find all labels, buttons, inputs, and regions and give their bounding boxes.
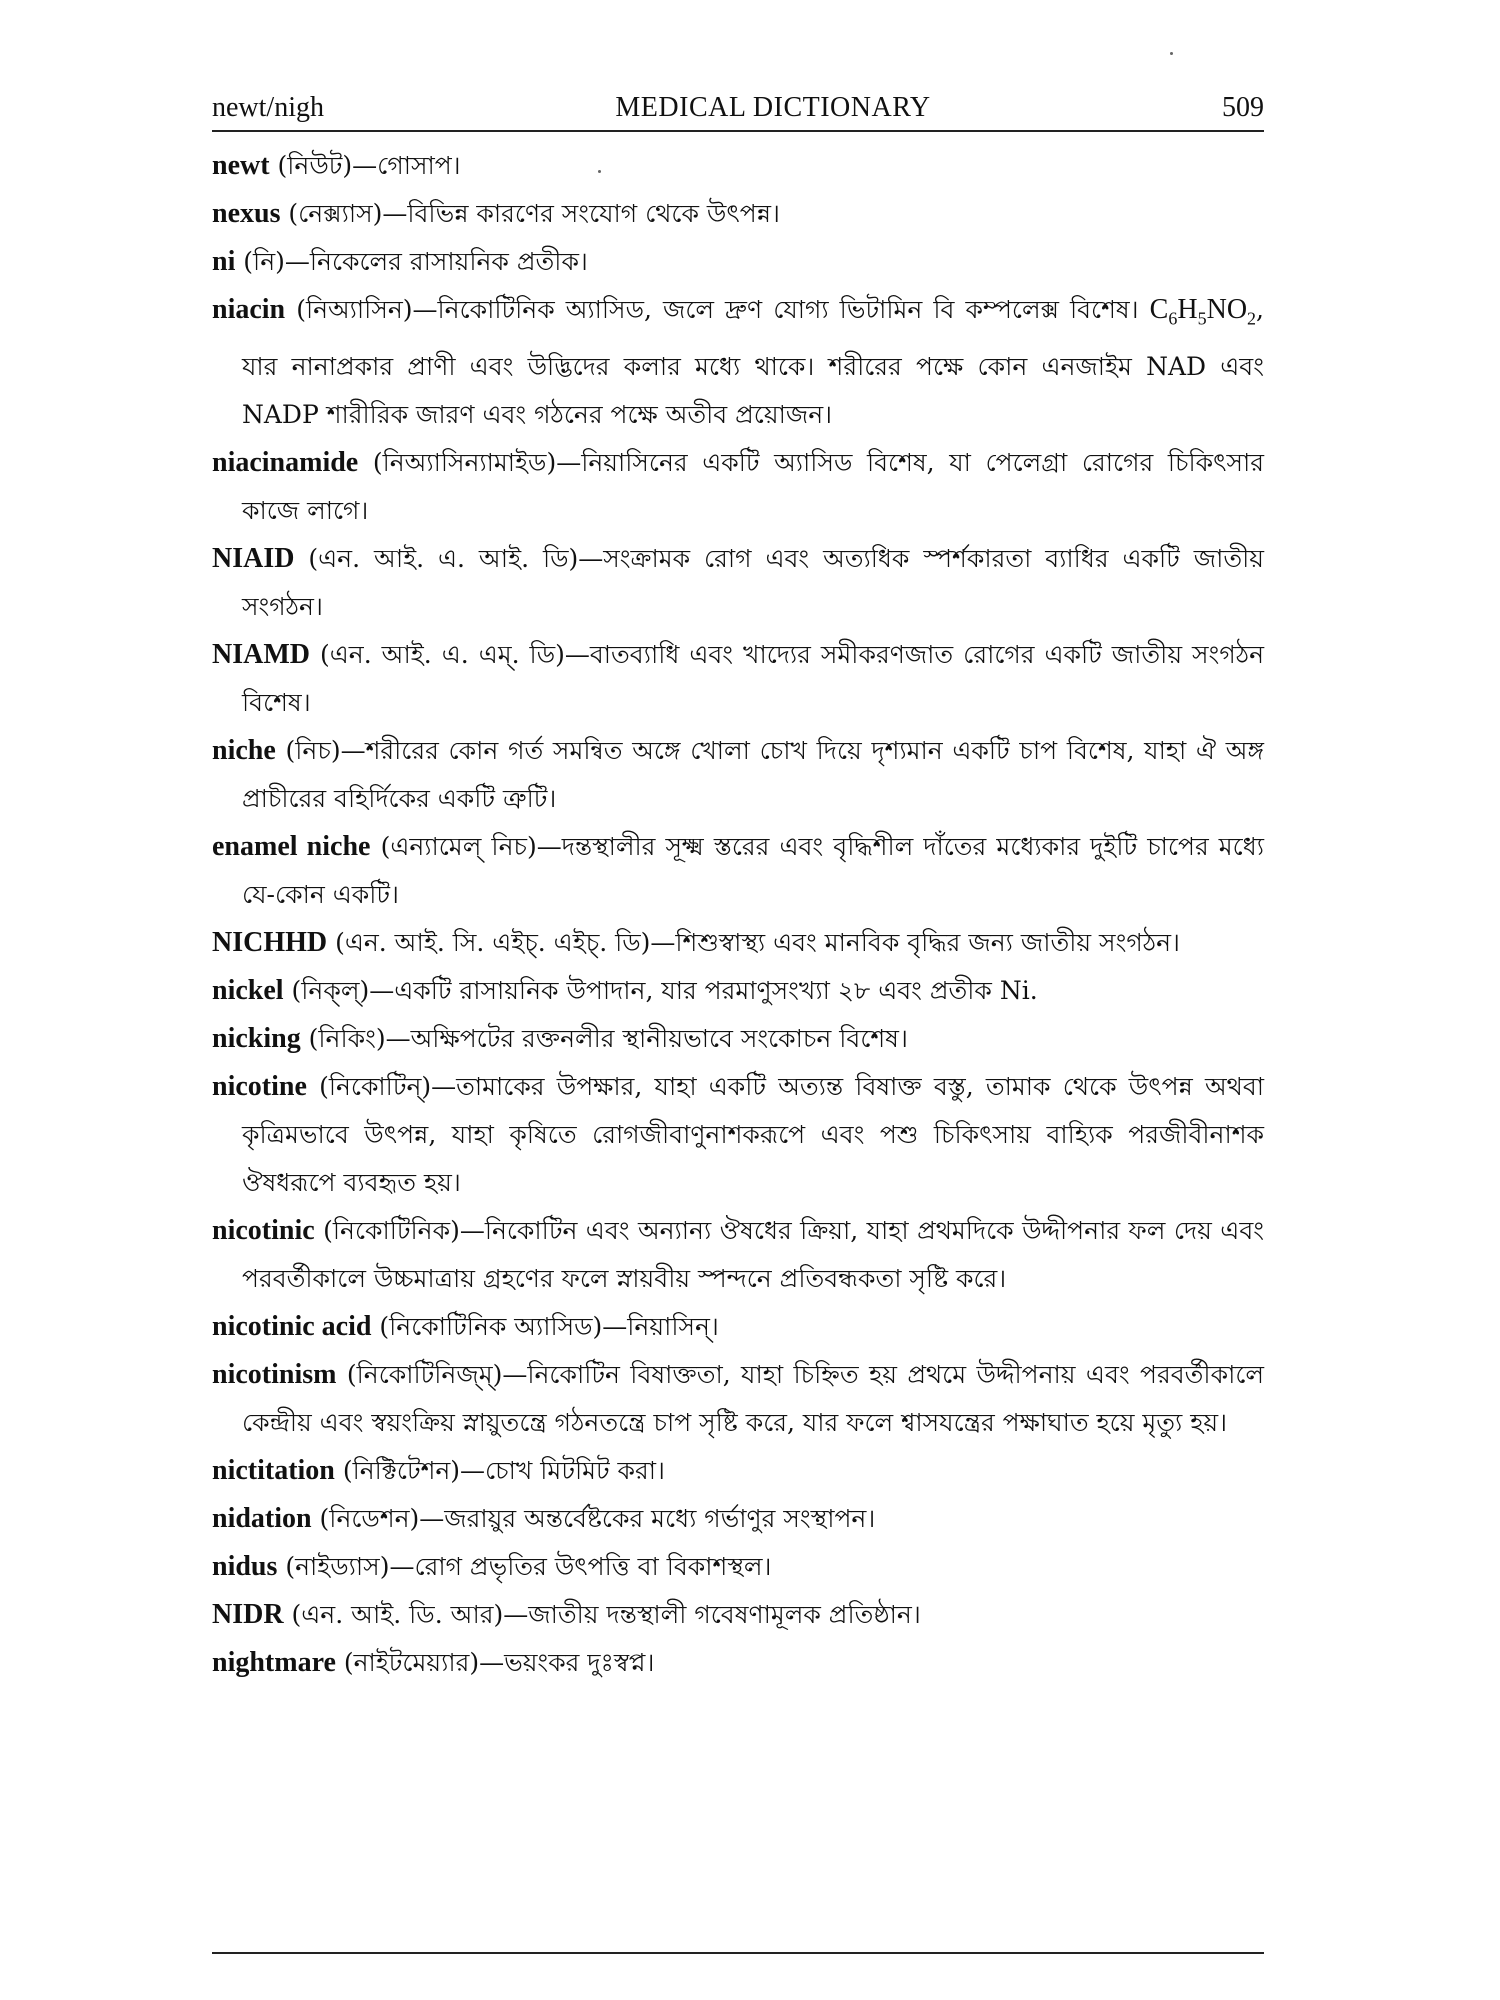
- headword: nicking: [212, 1022, 301, 1054]
- entry-niacinamide: [212, 439, 1264, 535]
- entry-nexus: [212, 190, 1264, 238]
- entry-niamd: [212, 631, 1264, 727]
- headword: NIAID: [212, 542, 295, 574]
- definition: (নিউট)—গোসাপ।: [269, 151, 461, 180]
- definition: (এন. আই. এ. এম্. ডি)—বাতব্যাধি এবং খাদ্যের সমীকরণজাত রোগের একটি জাতীয় সংগঠন বিশেষ।: [242, 639, 1264, 717]
- page-number: 509: [1221, 92, 1264, 123]
- headword: nickel: [212, 974, 284, 1006]
- definition: (নিঅ্যাসিন)—নিকোটিনিক অ্যাসিড, জলে দ্রুণ যোগ্য ভিটামিন বি কম্পলেক্স বিশেষ।: [285, 295, 1150, 324]
- headword: enamel niche: [212, 830, 371, 862]
- headword: nidus: [212, 1550, 278, 1582]
- headword: niacin: [212, 294, 286, 325]
- headword: nightmare: [212, 1646, 336, 1678]
- entry-newt: [212, 142, 1264, 190]
- definition: (নেক্স্যাস)—বিভিন্ন কারণের সংযোগ থেকে উৎপন্ন।: [280, 199, 780, 228]
- headword: NIAMD: [212, 638, 310, 670]
- headword: nicotinic acid: [212, 1310, 372, 1342]
- entry-nickel: [212, 967, 1264, 1015]
- definition: (নিকোটিন্)—তামাকের উপক্ষার, যাহা একটি অত্যন্ত বিষাক্ত বস্তু, তামাক থেকে উৎপন্ন অথবা কৃত্রিমভাবে উৎপন্ন, যাহা কৃষিতে রোগজীবাণুনাশকরূপে এবং পশু চিকিৎসায় বাহ্যিক পরজীবীনাশক ঔষধরূপে ব্যবহৃত হয়।: [242, 1071, 1264, 1197]
- definition: (এন. আই. এ. আই. ডি)—সংক্রামক রোগ এবং অত্যধিক স্পর্শকারতা ব্যাধির একটি জাতীয় সংগঠন।: [242, 543, 1264, 621]
- headword: niacinamide: [212, 446, 359, 478]
- chemical-formula: $C_6H_5NO_2$: [1149, 294, 1257, 329]
- entry-list: [212, 142, 1264, 1687]
- definition: (নিচ)—শরীরের কোন গর্ত সমন্বিত অঙ্গে খোলা চোখ দিয়ে দৃশ্যমান একটি চাপ বিশেষ, যাহা ঐ অঙ্গ প্রাচীরের বহির্দিকের একটি ত্রুটি।: [242, 735, 1264, 813]
- definition: (নিডেশন)—জরায়ুর অন্তর্বেষ্টকের মধ্যে গর্ভাণুর সংস্থাপন।: [311, 1503, 876, 1533]
- running-header: [212, 92, 1264, 132]
- entry-nidus: [212, 1543, 1264, 1591]
- definition: (নিঅ্যাসিন্যামাইড)—নিয়াসিনের একটি অ্যাসিড বিশেষ, যা পেলেগ্রা রোগের চিকিৎসার কাজে লাগে।: [242, 447, 1264, 525]
- entry-niche: [212, 727, 1264, 823]
- entry-niacin: [212, 286, 1264, 439]
- dictionary-page: [212, 92, 1264, 1687]
- definition: (নিক্ল্)—একটি রাসায়নিক উপাদান, যার পরমাণুসংখ্যা ২৮ এবং প্রতীক Ni.: [283, 975, 1038, 1005]
- entry-enamel-niche: [212, 823, 1264, 919]
- definition: (এন. আই. সি. এইচ্. এইচ্. ডি)—শিশুস্বাস্থ্য এবং মানবিক বৃদ্ধির জন্য জাতীয় সংগঠন।: [327, 927, 1180, 957]
- headword: newt: [212, 150, 270, 181]
- entry-nidr: [212, 1591, 1264, 1639]
- headword: NICHHD: [212, 926, 328, 958]
- headword: NIDR: [212, 1598, 284, 1630]
- definition: (নাইটমেয়্যার)—ভয়ংকর দুঃস্বপ্ন।: [335, 1647, 655, 1677]
- definition: (এন. আই. ডি. আর)—জাতীয় দন্তস্থালী গবেষণামূলক প্রতিষ্ঠান।: [283, 1599, 921, 1629]
- entry-nicotinism: [212, 1351, 1264, 1447]
- headword: nictitation: [212, 1454, 335, 1486]
- definition: (এন্যামেল্ নিচ)—দন্তস্থালীর সূক্ষ্ম স্তরের এবং বৃদ্ধিশীল দাঁতের মধ্যেকার দুইটি চাপের মধ্যে যে-কোন একটি।: [242, 831, 1264, 909]
- headword: nidation: [212, 1502, 312, 1534]
- scan-speck: [1170, 52, 1173, 55]
- scan-speck: [598, 170, 601, 173]
- entry-nidation: [212, 1495, 1264, 1543]
- headword: nicotinism: [212, 1358, 337, 1390]
- header-guide-words: newt/nigh: [212, 92, 324, 123]
- entry-nictitation: [212, 1447, 1264, 1495]
- definition: (নি)—নিকেলের রাসায়নিক প্রতীক।: [235, 247, 588, 276]
- headword: nicotinic: [212, 1214, 315, 1246]
- definition: (নাইড্যাস)—রোগ প্রভৃতির উৎপত্তি বা বিকাশস্থল।: [277, 1551, 772, 1581]
- entry-ni: [212, 238, 1264, 286]
- headword: nexus: [212, 198, 281, 229]
- definition: (নিক্টিটেশন)—চোখ মিটমিট করা।: [334, 1455, 665, 1485]
- entry-nicotinic-acid: [212, 1303, 1264, 1351]
- definition: (নিকোটিনিক অ্যাসিড)—নিয়াসিন্।: [371, 1311, 719, 1341]
- bottom-rule: [212, 1952, 1264, 1954]
- headword: ni: [212, 246, 236, 277]
- definition-cont: , যার নানাপ্রকার প্রাণী এবং উদ্ভিদের কলার মধ্যে থাকে। শরীরের পক্ষে কোন এনজাইম NAD এবং NADP শারীরিক জারণ এবং গঠনের পক্ষে অতীব প্রয়োজন।: [242, 295, 1264, 429]
- definition: (নিকোটিনিক)—নিকোটিন এবং অন্যান্য ঔষধের ক্রিয়া, যাহা প্রথমদিকে উদ্দীপনার ফল দেয় এবং পরবর্তীকালে উচ্চমাত্রায় গ্রহণের ফলে স্নায়বীয় স্পন্দনে প্রতিবন্ধকতা সৃষ্টি করে।: [242, 1215, 1264, 1293]
- entry-nicotinic: [212, 1207, 1264, 1303]
- headword: niche: [212, 734, 276, 766]
- definition: (নিকোটিনিজ্ম্)—নিকোটিন বিষাক্ততা, যাহা চিহ্নিত হয় প্রথমে উদ্দীপনায় এবং পরবর্তীকালে কেন্দ্রীয় এবং স্বয়ংক্রিয় স্নায়ুতন্ত্রে গঠনতন্ত্রে চাপ সৃষ্টি করে, যার ফলে শ্বাসযন্ত্রের পক্ষাঘাত হয়ে মৃত্যু হয়।: [242, 1359, 1264, 1437]
- headword: nicotine: [212, 1070, 307, 1102]
- entry-niaid: [212, 535, 1264, 631]
- header-title: MEDICAL DICTIONARY: [615, 92, 931, 123]
- entry-nicking: [212, 1015, 1264, 1063]
- entry-nichhd: [212, 919, 1264, 967]
- entry-nightmare: [212, 1639, 1264, 1687]
- definition: (নিকিং)—অক্ষিপটের রক্তনলীর স্থানীয়ভাবে সংকোচন বিশেষ।: [300, 1023, 908, 1053]
- entry-nicotine: [212, 1063, 1264, 1207]
